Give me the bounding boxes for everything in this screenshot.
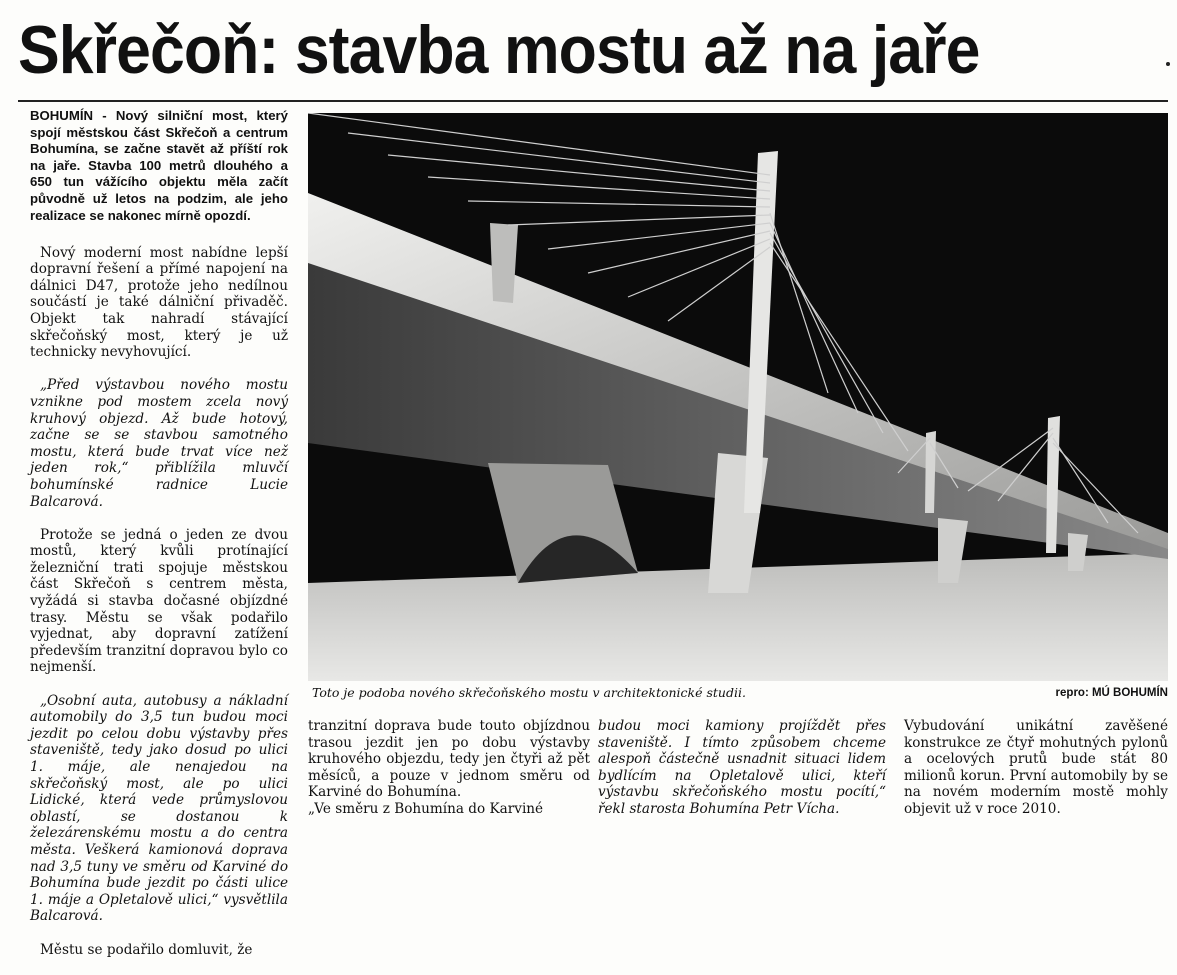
headline-dot [1166,62,1170,66]
body-paragraph-quote: „Před výstavbou nového mostu vznikne pod mostem zcela nový kruhový objezd. Až bude hotový, začne se se stavbou samotného mostu, která bude trvat více než jeden rok,“ přiblížila mluvčí bohumínské radnice Lucie Balcarová. [30,377,288,510]
body-column-4: Vybudování unikátní zavěšené konstrukce ze čtyř mohutných pylonů a ocelových prutů bude stát 80 milionů korun. První automobily by se na novém moderním mostě mohly objevit už v roce 2010. [904,718,1168,817]
body-paragraph-quote: „Osobní auta, autobusy a nákladní automobily do 3,5 tun budou moci jezdit po celou dobu výstavby přes staveniště, tedy jako dosud po ulici 1. máje, ale nenajedou na skřečoňský most, ale po ulici Lidické, která vede průmyslovou oblastí, se dostanou k železárenskému mostu a do centra města. Veškerá kamionová doprava nad 3,5 tuny ve směru od Karviné do Bohumína bude jezdit po části ulice 1. máje a Opletalově ulici,“ vysvětlila Balcarová. [30,692,288,925]
headline: Skřečoň: stavba mostu až na jaře [18,12,980,88]
photo-credit: repro: MÚ BOHUMÍN [1055,687,1168,699]
photo-caption-bar [308,684,1168,702]
lead-paragraph: BOHUMÍN - Nový silniční most, který spojí městskou část Skřečoň a centrum Bohumína, se začne stavět až příští rok na jaře. Stavba 100 metrů dlouhého a 650 tun vážícího objektu měla začít původně už letos na podzim, ale jeho realizace se nakonec mírně opozdí. [30,108,288,223]
body-column-2: tranzitní doprava bude touto objízdnou trasou jezdit jen po dobu výstavby kruhového objezdu, tedy jen čtyři až pět měsíců, a pouze v jednom směru od Karviné do Bohumína. „Ve směru z Bohumína do Karviné [308,718,590,817]
photo-caption: Toto je podoba nového skřečoňského mostu v architektonické studii. [312,685,746,700]
body-paragraph: Nový moderní most nabídne lepší dopravní řešení a přímé napojení na dálnici D47, protože jeho nedílnou součástí je také dálniční přivaděč. Objekt tak nahradí stávající skřečoňský most, který je už technicky nevyhovující. [30,244,288,361]
headline-rule [18,100,1168,102]
body-paragraph: Městu se podařilo domluvit, že [40,941,253,958]
bridge-photo [308,113,1168,681]
body-column-1 [30,228,288,975]
body-column-3: budou moci kamiony projíždět přes staveniště. I tímto způsobem chceme alespoň částečně usnadnit situaci lidem bydlícím na Opletalově ulici, kteří výstavbu skřečoňského mostu pocítí,“ řekl starosta Bohumína Petr Vícha. [598,718,886,817]
bridge-rendering [308,113,1168,681]
body-paragraph: Protože se jedná o jeden ze dvou mostů, který kvůli protínající železniční trati spojuje městskou část Skřečoň s centrem města, vyžádá si stavba dočasné objízdné trasy. Městu se však podařilo vyjednat, aby dopravní zatížení především tranzitní dopravou bylo co nejmenší. [30,526,288,676]
